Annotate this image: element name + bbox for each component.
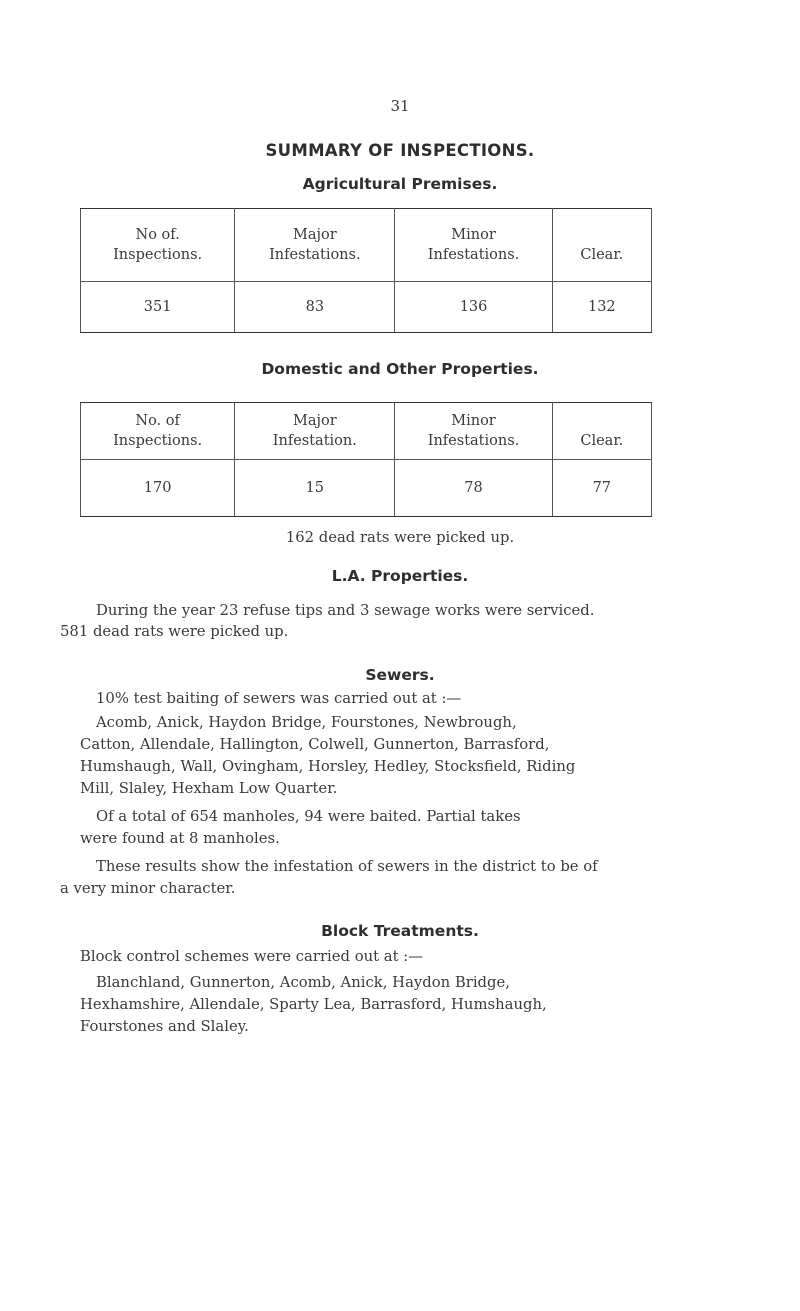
header-cell: Minor Infestations. (395, 209, 552, 282)
sewers-places-line: Acomb, Anick, Haydon Bridge, Fourstones, Newbrough, (96, 714, 517, 731)
page-number: 31 (390, 97, 410, 115)
header-cell: Major Infestations. (235, 209, 395, 282)
header-cell: Minor Infestations. (395, 403, 552, 460)
agricultural-table (80, 208, 652, 333)
header-cell: Clear. (552, 403, 651, 460)
header-cell: Clear. (552, 209, 651, 282)
la-text-line: During the year 23 refuse tips and 3 sewage works were serviced. (96, 602, 595, 619)
block-places-line: Hexhamshire, Allendale, Sparty Lea, Barrasford, Humshaugh, (80, 996, 547, 1013)
table-cell: 136 (395, 282, 552, 333)
header-cell: Major Infestation. (235, 403, 395, 460)
table-row (81, 460, 652, 517)
sewers-intro: 10% test baiting of sewers was carried out at :— (96, 690, 462, 707)
manholes-line: Of a total of 654 manholes, 94 were baited. Partial takes (96, 808, 521, 825)
table-header-row (81, 403, 652, 460)
table-row (81, 282, 652, 333)
table-cell: 15 (235, 460, 395, 517)
header-cell: No of. Inspections. (81, 209, 235, 282)
header-cell: No. of Inspections. (81, 403, 235, 460)
domestic-heading: Domestic and Other Properties. (261, 360, 539, 378)
table-header-row (81, 209, 652, 282)
dead-rats-note: 162 dead rats were picked up. (285, 529, 515, 546)
block-intro: Block control schemes were carried out at :— (80, 948, 424, 965)
sewers-places-line: Mill, Slaley, Hexham Low Quarter. (80, 780, 338, 797)
table-cell: 170 (81, 460, 235, 517)
sewers-places-line: Catton, Allendale, Hallington, Colwell, Gunnerton, Barrasford, (80, 736, 550, 753)
results-line: These results show the infestation of sewers in the district to be of (96, 858, 598, 875)
block-heading: Block Treatments. (321, 922, 479, 940)
results-line: a very minor character. (60, 880, 236, 897)
table-cell: 83 (235, 282, 395, 333)
table-cell: 132 (552, 282, 651, 333)
table-cell: 77 (552, 460, 651, 517)
sewers-heading: Sewers. (365, 666, 435, 684)
la-heading: L.A. Properties. (331, 567, 469, 585)
table-cell: 351 (81, 282, 235, 333)
page-title: SUMMARY OF INSPECTIONS. (265, 141, 535, 160)
domestic-table (80, 402, 652, 517)
sewers-places-line: Humshaugh, Wall, Ovingham, Horsley, Hedley, Stocksfield, Riding (80, 758, 576, 775)
table-cell: 78 (395, 460, 552, 517)
manholes-line: were found at 8 manholes. (80, 830, 280, 847)
la-text-line: 581 dead rats were picked up. (60, 623, 289, 640)
block-places-line: Blanchland, Gunnerton, Acomb, Anick, Haydon Bridge, (96, 974, 510, 991)
agricultural-heading: Agricultural Premises. (302, 175, 498, 193)
block-places-line: Fourstones and Slaley. (80, 1018, 249, 1035)
